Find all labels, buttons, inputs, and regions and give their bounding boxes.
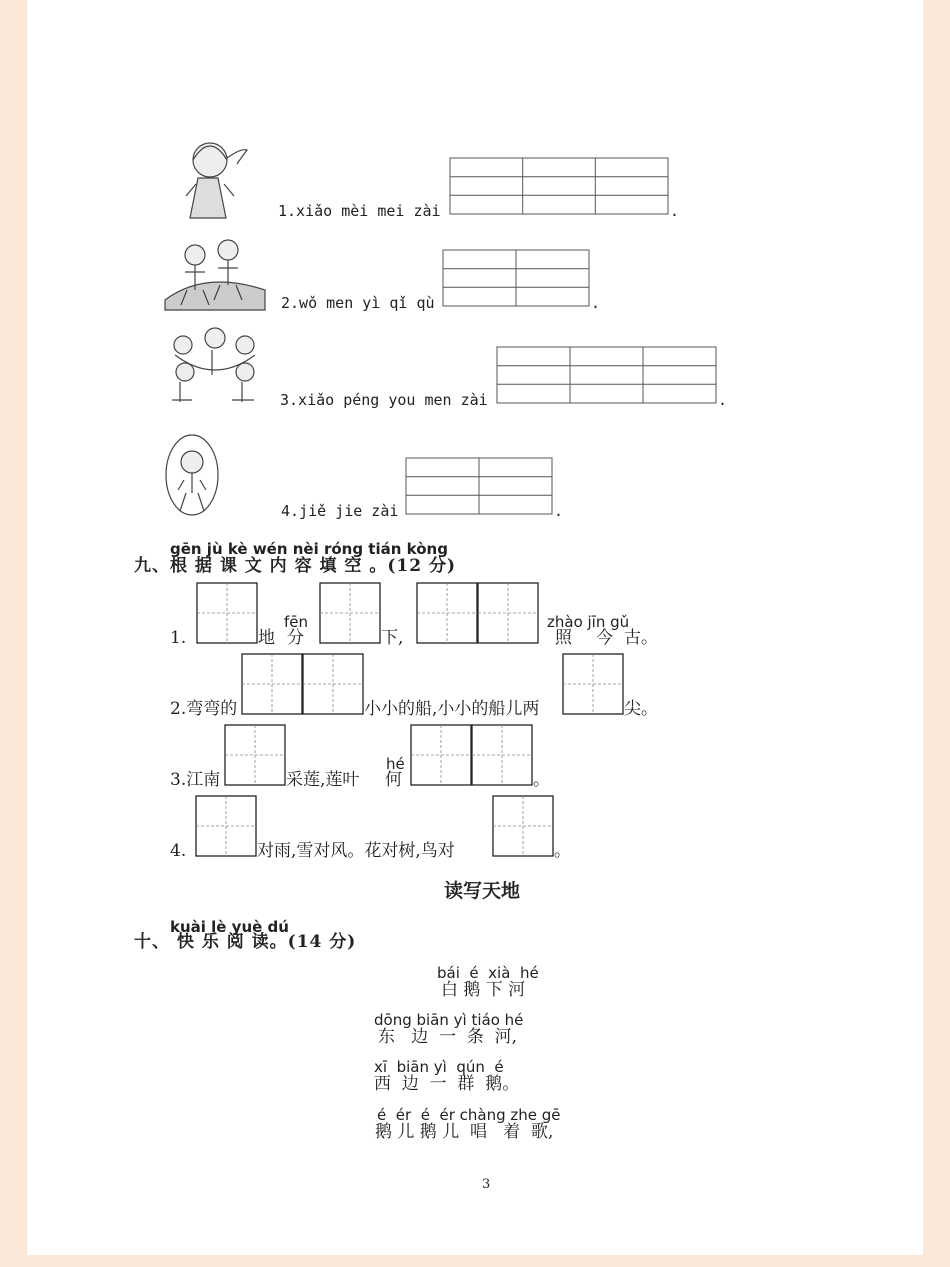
poem-line-1: 东 边 一 条 河, [378,1027,518,1047]
page-number: 3 [482,1177,491,1192]
q1-text-3: 下, [381,628,404,648]
poem-title-pinyin: bái é xià hé [437,964,539,982]
poem-line-2: 西 边 一 群 鹅。 [374,1074,520,1094]
item-4-pinyin: 4.jiě jie zài [281,502,399,520]
q3-text-4: 。 [533,770,550,790]
q1-text-5: 今 [596,628,613,648]
section-title: 读写天地 [444,880,521,902]
tianzige-box [197,583,257,643]
q3-text-1: 3.江南 [170,770,221,790]
q1-text-4: 照 [555,628,572,648]
item-1-pinyin: 1.xiǎo mèi mei zài [278,202,441,220]
q4-text-2: 。 [554,841,571,861]
q1-text-6: 古。 [624,628,658,648]
tianzige-box [493,796,553,856]
q3-text-2: 采莲,莲叶 [286,770,360,790]
writing-grid-1 [450,158,668,214]
section9-pinyin: gēn jù kè wén nèi róng tián kòng [170,540,448,558]
tianzige-box [196,796,256,856]
item-3-pinyin: 3.xiǎo péng you men zài [280,391,488,409]
poem-line-2-pinyin: xī biān yì qún é [374,1058,504,1076]
q2-text-3: 尖。 [624,699,658,719]
q2-text-2: 小小的船,小小的船儿两 [364,699,540,719]
q1-number: 1. [170,628,187,648]
poem-title: 白 鹅 下 河 [441,980,526,1000]
kids-walking-image [165,240,265,310]
q4-text-1: 对雨,雪对风。花对树,鸟对 [257,841,455,861]
item-4-end: . [554,502,564,520]
section9-heading: 九、根 据 课 文 内 容 填 空 。(12 分) [134,556,457,576]
writing-grid-3 [497,347,716,403]
tianzige-box [417,583,477,643]
item-2-pinyin: 2.wǒ men yì qǐ qù [281,294,435,312]
poem-line-3-pinyin: é ér é ér chàng zhe gē [377,1106,561,1124]
item-1-end: . [670,202,680,220]
tianzige-box [225,725,285,785]
q1-pinyin-end: zhào jīn gǔ [547,613,630,631]
tianzige-boxes [0,570,950,870]
tianzige-box [472,725,532,785]
q3-pinyin-he: hé [386,755,405,773]
section8-drawings [0,0,950,540]
item-3-end: . [718,391,728,409]
girl-jumprope-image [166,435,218,515]
section10-heading: 十、 快 乐 阅 读。(14 分) [134,932,357,952]
kids-playing-image [172,328,255,402]
tianzige-box [478,583,538,643]
q1-text-2: 分 [287,628,304,648]
tianzige-box [242,654,302,714]
item-2-end: . [591,294,601,312]
tianzige-box [563,654,623,714]
tianzige-box [303,654,363,714]
girl-headphones-image [186,143,247,218]
q4-number: 4. [170,841,187,861]
tianzige-box [411,725,471,785]
q1-pinyin-fen: fēn [284,613,309,631]
poem-line-1-pinyin: dōng biān yì tiáo hé [374,1011,524,1029]
q1-text-1: 地 [258,628,275,648]
section10-pinyin: kuài lè yuè dú [170,918,289,936]
writing-grid-2 [443,250,589,306]
q3-text-3: 何 [385,770,402,790]
q2-text-1: 2.弯弯的 [170,699,238,719]
poem-line-3: 鹅 儿 鹅 儿 唱 着 歌, [375,1122,554,1142]
writing-grid-4 [406,458,552,514]
tianzige-box [320,583,380,643]
